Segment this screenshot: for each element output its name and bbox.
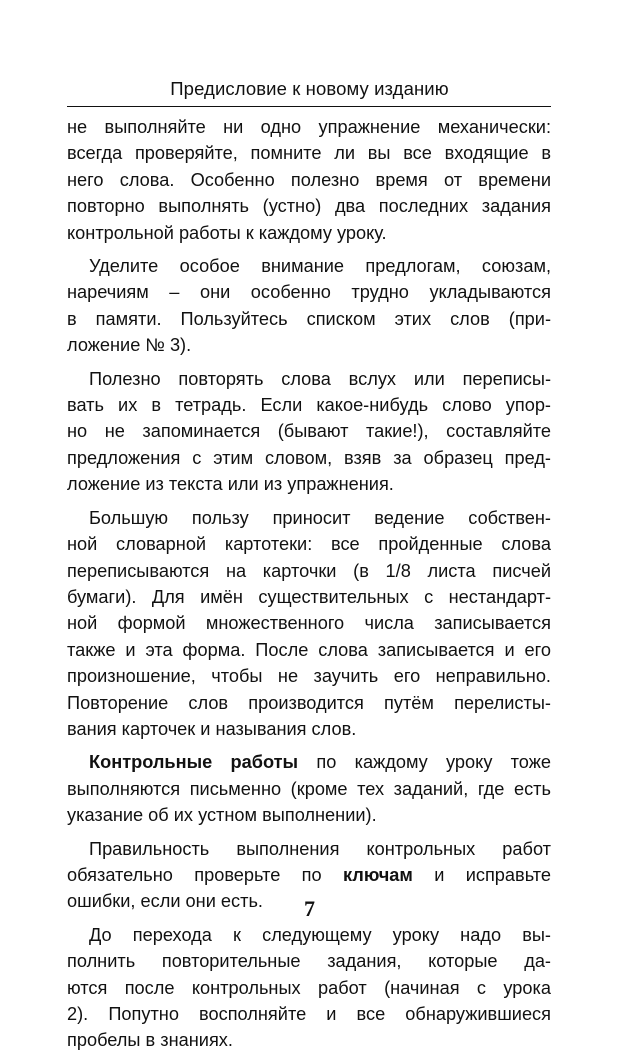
text-line: Большую пользу приносит ведение собствен-	[89, 507, 551, 528]
text-line: всегда проверяйте, помните ли вы все входящие в	[67, 143, 551, 164]
text-line: в памяти. Пользуйтесь списком этих слов (при-	[67, 308, 551, 329]
paragraph-5	[67, 749, 551, 828]
bold-term: ключам	[342, 864, 413, 885]
text-line: полнить повторительные задания, которые да-	[67, 951, 551, 972]
text-run: обязательно проверьте по	[67, 864, 343, 885]
text-line	[67, 749, 551, 775]
paragraph-3	[67, 366, 551, 498]
text-line: него слова. Особенно полезно время от времени	[67, 169, 551, 190]
paragraph-7	[67, 922, 551, 1054]
text-line: но не запоминается (бывают такие!), составляйте	[67, 421, 551, 442]
text-line: наречиям – они особенно трудно укладываются	[67, 282, 551, 303]
text-line: ошибки, если они есть.	[67, 891, 263, 912]
paragraph-1	[67, 114, 551, 246]
text-line: предложения с этим словом, взяв за образец пред-	[67, 447, 551, 468]
text-line: пробелы в знаниях.	[67, 1030, 233, 1051]
running-header: Предисловие к новому изданию	[170, 78, 449, 99]
text-line: повторно выполнять (устно) два последних задания	[67, 196, 551, 217]
text-line: Правильность выполнения контрольных работ	[89, 838, 551, 859]
text-line: бумаги). Для имён существительных с нестандарт-	[67, 586, 551, 607]
text-line: ной формой множественного числа записывается	[67, 613, 551, 634]
text-line: До перехода к следующему уроку надо вы-	[89, 924, 551, 945]
text-run: и исправьте	[412, 864, 551, 885]
text-line: произношение, чтобы не заучить его неправильно.	[67, 666, 551, 687]
paragraph-4	[67, 505, 551, 743]
text-line: вания карточек и называния слов.	[67, 718, 357, 739]
text-line: ной словарной картотеки: все пройденные слова	[67, 534, 551, 555]
text-line: ются после контрольных работ (начиная с урока	[67, 977, 551, 998]
text-line: вать их в тетрадь. Если какое-нибудь слово упор-	[67, 395, 551, 416]
text-line: переписываются на карточки (в 1/8 листа писчей	[67, 560, 551, 581]
paragraph-2	[67, 253, 551, 359]
text-line: выполняются письменно (кроме тех заданий, где есть	[67, 778, 551, 799]
text-line: ложение из текста или из упражнения.	[67, 474, 394, 495]
text-run: по каждому уроку тоже	[298, 752, 552, 773]
text-line: Уделите особое внимание предлогам, союзам,	[89, 256, 551, 277]
text-line	[67, 862, 551, 888]
text-line: контрольной работы к каждому уроку.	[67, 222, 387, 243]
text-line: ложение № 3).	[67, 335, 192, 356]
page-number: 7	[304, 896, 315, 921]
bold-term: Контрольные работы	[89, 752, 299, 773]
text-line: не выполняйте ни одно упражнение механически:	[67, 117, 551, 137]
text-line: Повторение слов производится путём перелисты-	[67, 692, 551, 713]
header-rule	[67, 106, 551, 107]
text-line: также и эта форма. После слова записывается и его	[67, 639, 551, 660]
text-line: Полезно повторять слова вслух или переписы-	[89, 368, 551, 389]
text-line: 2). Попутно восполняйте и все обнаружившиеся	[67, 1004, 551, 1024]
text-line: указание об их устном выполнении).	[67, 805, 377, 826]
